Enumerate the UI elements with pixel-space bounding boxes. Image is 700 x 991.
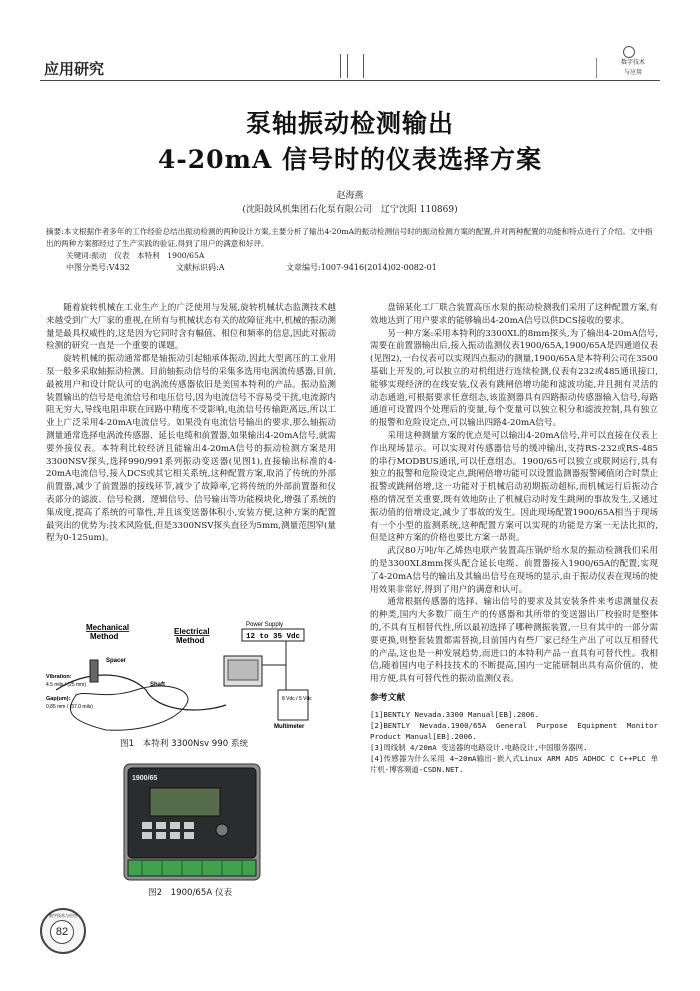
figure-2: [122, 760, 262, 884]
left-column: [46, 302, 336, 545]
title-line-1: 泵轴振动检测输出: [245, 109, 454, 138]
multimeter-label: Multimeter: [274, 724, 305, 730]
reference-item: [3]周线制 4/20mA 变送器的电路设计.电路设计,中国服务器网.: [370, 742, 588, 752]
device-knob: [216, 824, 228, 836]
header-rule: [40, 80, 660, 81]
meta-line: [46, 262, 658, 274]
shaft-label: Shaft: [150, 682, 165, 688]
gap-label: Gap(um):: [46, 696, 71, 702]
device-button: [184, 822, 194, 829]
device-button: [156, 822, 166, 829]
journal-brand: [596, 58, 665, 78]
mechanical-label-2: Method: [90, 632, 119, 641]
figure-1-caption: 图1 本特利 3300Nsv 990 系统: [120, 739, 249, 749]
page-number: 82: [50, 920, 74, 944]
power-supply-label: Power Supply: [246, 622, 284, 628]
paragraph: 随着旋转机械在工业生产上的广泛使用与发展,旋转机械状态监测技术越来越受到广大厂家的重视,在所有与机械状态有关的故障征兆中,机械的振动测量是最具权威性的,这是因为它同时含有幅值、相位和频率的信息,因此对振动检测的研究一直是一个重要的课题。: [46, 303, 336, 352]
author: 赵海燕: [336, 191, 364, 201]
device-button: [184, 832, 194, 839]
globe-icon: [623, 46, 635, 58]
badge-ring-text: 数字技术与应用: [49, 913, 77, 918]
device-button: [170, 832, 180, 839]
section-label: 应用研究: [44, 60, 105, 78]
transmitter-face: [228, 660, 258, 680]
mechanical-label: Mechanical: [86, 623, 130, 632]
reference-item: [2]BENTLY Nevada.1900/65A General Purpose Equipment Monitor Product Manual[EB].2006.: [370, 720, 658, 741]
device-label: 1900/65: [132, 775, 158, 782]
multimeter-body: [278, 690, 308, 720]
electrical-label-2: Method: [176, 636, 205, 645]
abstract-block: [46, 226, 658, 274]
figure-2-device: [122, 760, 262, 884]
device-button: [156, 832, 166, 839]
brand-line-1: 数字技术: [620, 59, 645, 66]
spacer-label: Spacer: [106, 658, 127, 664]
multimeter-reading: 8 Vdc / 5 Vdc: [282, 696, 312, 702]
paragraph: 另一种方案:采用本特利的3300XL的8mm探头,为了输出4-20mA信号,需要在前置器输出后,接入振动监测仪表1900/65A,1900/65A是四通道仪表(见图2),一台仪表可以实现四点振动的测量,1900/65A是本特利公司在3500基础上开发的,可以独立的对机组进行连续检测,仪表有232或485通讯接口,能够实现经济的在线安装,仪表有跳闸倍增功能和滤波功能,并且拥有灵活的动态通道,可根据要求任意组态,该监测器具有四路振动传感器输入信号,每路通道可设置四个处理后的变量,每个变量可以独立积分和滤波控制,具有独立的报警和危险设定点,可以输出四路4-20mA信号。: [370, 328, 658, 429]
figure-2-caption: 图2 1900/65A 仪表: [148, 888, 233, 898]
header-decoration-inner: [347, 54, 356, 78]
gap-values: 0.85 mm / (37.0 mils): [46, 704, 93, 710]
keywords: 关键词:振动 仪表 本特利 1900/65A: [66, 251, 205, 260]
paragraph: 旋转机械的振动通常都是轴振动引起轴承体振动,因此大型离压的工业用泵一般多采取轴振动检测。目前轴振动信号的采集多选用电涡流传感器,目前,最被用户和设计院认可的电涡流传感器依旧是美国本特利的产品。振动监测装置输出的信号是电流信号和电压信号,因为电流信号不容易受干扰,电流源内阻无穷大,导线电阻串联在回路中精度不受影响,电流信号传输距离远,所以工业上广泛采用4-20mA电流信号。如果没有电流信号输出的要求,那么轴振动测量通常选择电涡流传感器、延长电缆和前置器,如果输出4-20mA信号,就需要外接仪表。本特利比较经济且能输出4-20mA信号的振动检测方案是用3300NSV探头,选择990/991系列振动变送器(见图1),直接输出标准的4-20mA电流信号,接入DCS或其它相关系统,这种配置方案,取消了传统的外部前置器,减少了前置器的接线环节,减少了故障率,它将传统的外部前置器和仪表部分的滤波、信号检测、逻辑信号、信号输出等功能模块化,增强了系统的集成度,提高了系统的可靠性,并且该变送器体积小,安装方便,这种方案的配置最突出的优势为:技术风险低,但是3300NSV探头直径为5mm,测量范围窄(量程为0-125um)。: [46, 354, 336, 544]
references-heading: 参考文献: [370, 692, 406, 703]
article-number: 文章编号:1007-9416(2014)02-0082-01: [286, 263, 437, 272]
right-column: [370, 302, 658, 775]
device-display: [150, 788, 220, 816]
abstract-text: 摘要:本文根据作者多年的工作经验总结出振动检测的两种设计方案,主要分析了输出4-20mA的振动检测信号时的振动检测方案的配置,并对两种配置的功能和特点进行了介绍。文中指出的两种方案都经过了生产实践的验证,得到了用户的满意和好评。: [46, 227, 653, 248]
device-button: [142, 832, 152, 839]
title-line-2: 4-20mA 信号时的仪表选择方案: [157, 145, 543, 174]
figure-1: [46, 620, 336, 735]
affiliation: (沈阳鼓风机集团石化泵有限公司 辽宁沈阳 110869): [242, 205, 458, 215]
page-number-badge: [40, 908, 86, 954]
document-code: 文献标识码:A: [176, 263, 225, 272]
electrical-label: Electrical: [174, 627, 210, 636]
paragraph: 盘锦某化工厂联合装置高压水泵的振动检测我们采用了这种配置方案,有效地达到了用户要求的能够输出4-20mA信号以供DCS接收的要求。: [370, 303, 658, 326]
device-button: [142, 822, 152, 829]
reference-item: [4]传感器为什么采用 4~20mA输出-嵌入式Linux ARM ADS ADHOC C C++PLC 单片机-博客频道-CSDN.NET.: [370, 753, 658, 774]
clc-code: 中图分类号:V432: [66, 263, 130, 272]
probe-body: [90, 660, 98, 682]
terminal-strip: [128, 860, 256, 876]
brand-line-2: 与应用: [623, 69, 642, 76]
vibration-label: Vibration:: [46, 674, 72, 680]
vibration-values: 4.5 mils / (25 mm): [46, 682, 87, 688]
paragraph: 采用这种测量方案的优点是可以输出4-20mA信号,并可以直接在仪表上作出现场显示。可以实现对传感器信号的缓冲输出,支持RS-232或RS-485的串行MODBUS通讯,可以任意组态。1900/65可以独立或联网运行,具有独立的报警和危险设定点,跳闸倍增功能可以设置监测器报警阈值闭合时禁止报警或跳闸倍增,这一功能对于机械启动初期振动超标,而机械运行后振动合格的情况至关重要,既有效地防止了机械启动时发生跳闸的事故发生,又通过振动值的倍增设定,减少了事故的发生。因此现场配置1900/65A相当于现场有一个小型的监测系统,这种配置方案可以实现的功能是方案一无法比拟的,但是这种方案的价格也要比方案一昂贵。: [370, 430, 658, 544]
reference-item: [1]BENTLY Nevada.3300 Manual[EB].2006.: [370, 709, 540, 719]
device-button: [170, 822, 180, 829]
paragraph: 武汉80万吨/年乙烯热电联产装置高压锅炉给水泵的振动检测我们采用的是3300XL8mm探头配合延长电缆、前置器接入1900/65A的配置,实现了4-20mA信号的输出及其输出信号在现场的显示,由于振动仪表在现场的使用效果非常好,得到了用户的满意和认可。: [370, 546, 658, 595]
power-supply-value: 12 to 35 Vdc: [246, 633, 301, 641]
figure-1-diagram: [46, 620, 336, 735]
paragraph: 通常根据传感器的选择、输出信号的要求及其安装条件来考虑测量仪表的种类,国内大多数厂商生产的传感器和其所带的变送器出厂校验时是整体的,不具有互相替代性,所以最初选择了哪种测振装置,一旦有其中的一部分需要更换,则整套装置都需替换,目前国内有些厂家已经生产出了可以互相替代的产品,这也是一种发展趋势,而进口的本特利产品一直具有可替代性。我相信,随着国内电子科技技术的不断提高,国内一定能研制出具有高价值的、使用方便,具有可替代性的振动监测仪表。: [370, 597, 658, 685]
